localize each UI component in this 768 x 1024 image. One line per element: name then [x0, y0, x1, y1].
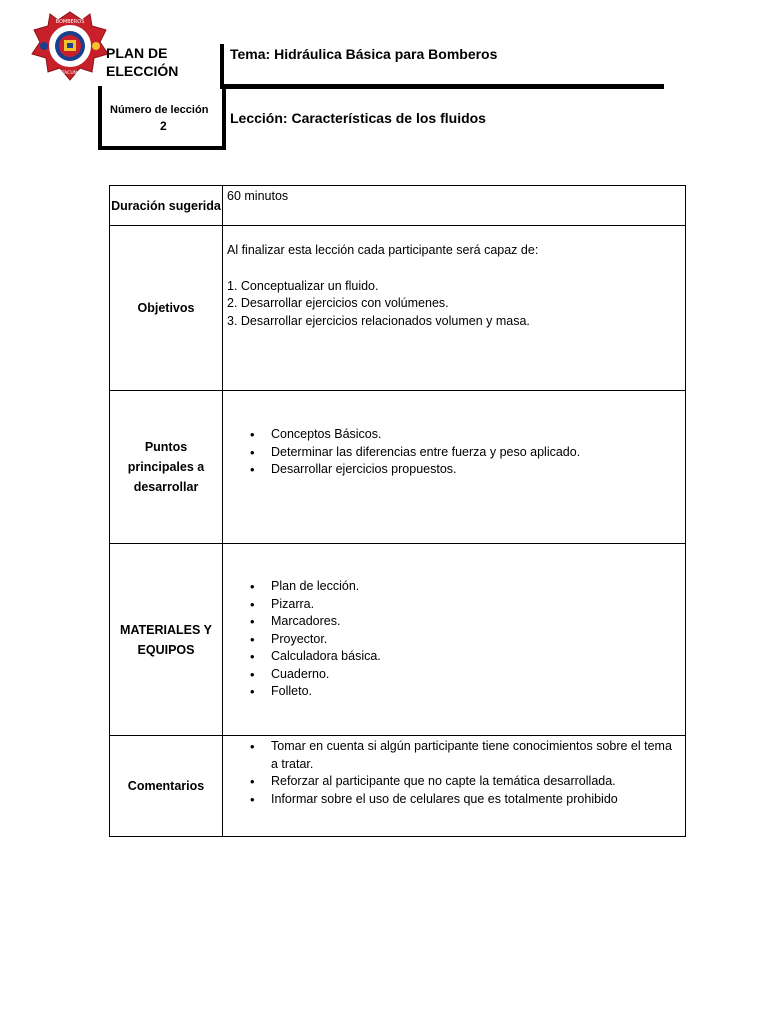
duracion-label: Duración sugerida: [110, 186, 223, 226]
objetivo-item: 3. Desarrollar ejercicios relacionados volumen y masa.: [227, 313, 530, 328]
table-row-materiales: [110, 544, 686, 736]
comentarios-value: [223, 736, 686, 837]
header-vertical-divider: [220, 44, 224, 86]
list-item: • Tomar en cuenta si algún participante tiene conocimientos sobre el tema a tratar.: [271, 738, 681, 773]
list-item: • Determinar las diferencias entre fuerza y peso aplicado.: [271, 444, 681, 462]
plan-title-line2: ELECCIÓN: [106, 63, 179, 79]
lesson-number-label: Número de lección: [110, 104, 209, 116]
list-item: • Marcadores.: [271, 613, 681, 631]
duracion-value: 60 minutos: [223, 186, 686, 226]
objetivos-value: [223, 226, 686, 391]
fire-department-logo: [30, 10, 110, 82]
list-item: • Plan de lección.: [271, 578, 681, 596]
list-item: • Pizarra.: [271, 596, 681, 614]
list-item: • Informar sobre el uso de celulares que es totalmente prohibido: [271, 791, 681, 809]
lesson-number-box: [98, 86, 226, 150]
puntos-label: [110, 391, 223, 544]
list-item: • Calculadora básica.: [271, 648, 681, 666]
table-row-objetivos: [110, 226, 686, 391]
list-item: • Folleto.: [271, 683, 681, 701]
list-item: • Reforzar al participante que no capte la temática desarrollada.: [271, 773, 681, 791]
objetivos-label: Objetivos: [110, 226, 223, 391]
materiales-label-line: EQUIPOS: [137, 642, 195, 657]
materiales-value: [223, 544, 686, 736]
objetivos-intro: Al finalizar esta lección cada participante será capaz de:: [227, 243, 539, 257]
puntos-label-line: Puntos: [144, 440, 188, 454]
list-item: • Desarrollar ejercicios propuestos.: [271, 461, 681, 479]
table-row-duracion: [110, 186, 686, 226]
table-row-puntos: [110, 391, 686, 544]
logo-text-bottom: LATACUNGA: [56, 71, 84, 76]
plan-title: [106, 44, 178, 80]
materiales-label: [110, 544, 223, 736]
materiales-label-line: MATERIALES Y: [120, 622, 212, 637]
puntos-value: [223, 391, 686, 544]
puntos-label-line: desarrollar: [133, 480, 199, 494]
list-item: • Cuaderno.: [271, 666, 681, 684]
plan-title-line1: PLAN DE: [106, 45, 168, 61]
lesson-title: Lección: Características de los fluidos: [230, 110, 486, 126]
objetivo-item: 1. Conceptualizar un fluido.: [227, 278, 379, 293]
tema-title: Tema: Hidráulica Básica para Bomberos: [230, 46, 498, 62]
puntos-label-line: principales a: [127, 460, 205, 474]
lesson-number-value: 2: [160, 119, 167, 133]
objetivo-item: 2. Desarrollar ejercicios con volúmenes.: [227, 296, 449, 310]
header-horizontal-divider: [220, 84, 664, 89]
logo-text-top: BOMBEROS: [55, 19, 85, 25]
comentarios-label: Comentarios: [110, 736, 223, 837]
list-item: • Conceptos Básicos.: [271, 426, 681, 444]
table-row-comentarios: [110, 736, 686, 837]
list-item: • Proyector.: [271, 631, 681, 649]
lesson-plan-table: [109, 185, 686, 837]
